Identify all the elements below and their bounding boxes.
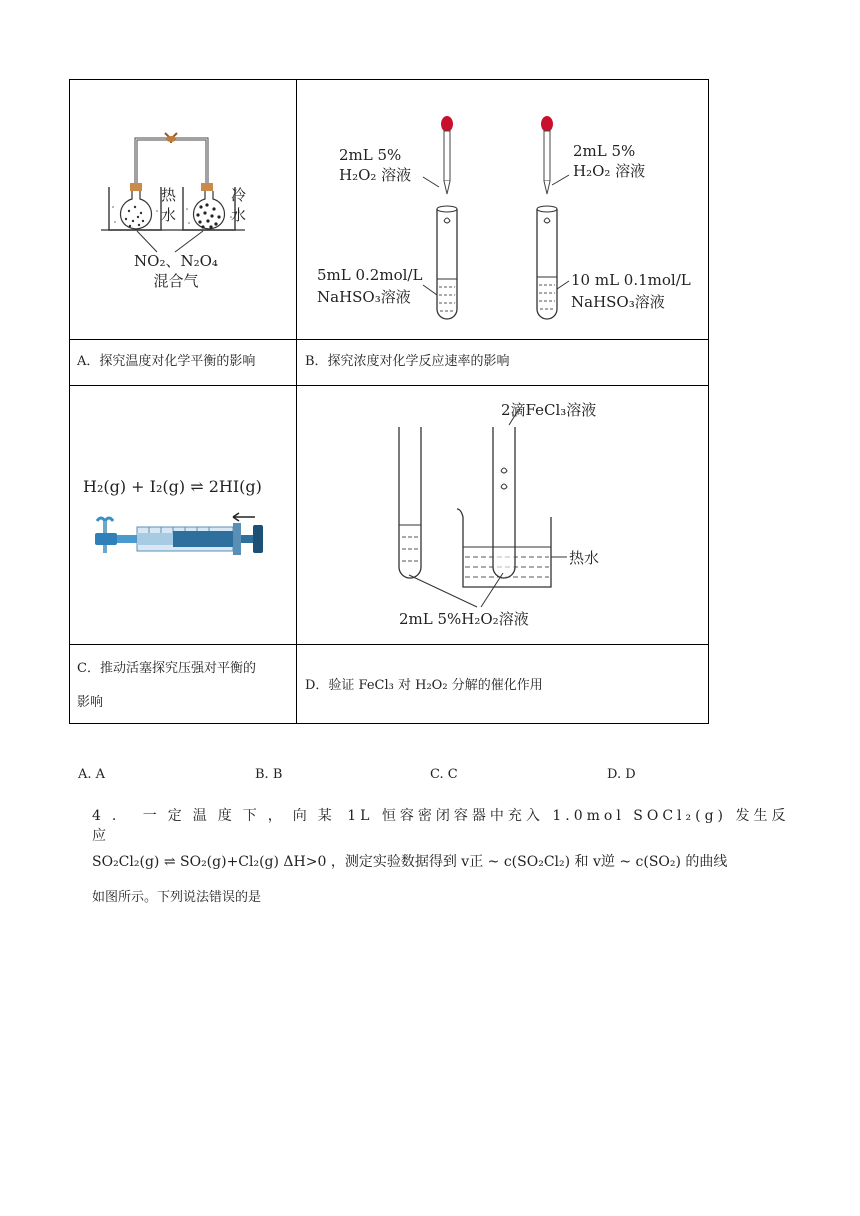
caption-a: A．探究温度对化学平衡的影响 xyxy=(77,354,256,369)
label-right-tube xyxy=(571,269,691,313)
label-gas-mixture xyxy=(121,251,231,291)
caption-c xyxy=(77,659,256,713)
experiment-table xyxy=(69,79,709,724)
question4-line1 xyxy=(92,806,792,846)
row-divider xyxy=(69,339,709,340)
label-left-dropper xyxy=(339,145,411,185)
label-hot-water-d: 热水 xyxy=(569,549,600,567)
label-cold-water: 冷水 xyxy=(231,186,247,224)
left-tube-amount: 5mL 0.2mol/L xyxy=(317,266,423,284)
right-dropper-solution: H₂O₂ 溶液 xyxy=(573,162,646,180)
caption-c-line1: C．推动活塞探究压强对平衡的 xyxy=(77,661,256,676)
equation-c: H₂(g) + I₂(g) ⇌ 2HI(g) xyxy=(83,477,262,496)
question4-line2: SO₂Cl₂(g) ⇌ SO₂(g)+Cl₂(g) ΔH>0 ，测定实验数据得到 v正 ~ c(SO₂Cl₂) 和 v逆 ~ c(SO₂) 的曲线 xyxy=(92,854,728,870)
option-d: D. D xyxy=(607,767,636,782)
option-c: C. C xyxy=(430,767,458,782)
right-dropper-amount: 2mL 5% xyxy=(573,142,636,160)
label-fecl3-drops: 2滴FeCl₃溶液 xyxy=(501,401,597,419)
figure-d-beaker xyxy=(369,397,669,627)
caption-c-line2: 影响 xyxy=(77,695,104,710)
option-a: A. A xyxy=(78,767,106,782)
row-divider xyxy=(69,385,709,386)
left-dropper-amount: 2mL 5% xyxy=(339,146,402,164)
gas-name: 混合气 xyxy=(153,272,199,290)
question4-intro: 4. 一定温度下，向某 xyxy=(92,808,343,824)
label-h2o2-solution: 2mL 5%H₂O₂溶液 xyxy=(399,610,529,628)
label-left-tube xyxy=(317,264,422,308)
label-right-dropper xyxy=(573,141,645,181)
label-hot-water: 热水 xyxy=(161,186,177,224)
row-divider xyxy=(69,644,709,645)
gas-formula: NO₂、N₂O₄ xyxy=(134,252,218,270)
option-b: B. B xyxy=(255,767,283,782)
left-dropper-solution: H₂O₂ 溶液 xyxy=(339,166,412,184)
question4-line3: 如图所示。下列说法错误的是 xyxy=(92,890,262,905)
left-tube-solution: NaHSO₃溶液 xyxy=(317,288,411,306)
caption-d: D．验证 FeCl₃ 对 H₂O₂ 分解的催化作用 xyxy=(305,678,543,693)
figure-c-syringe xyxy=(93,511,283,571)
right-tube-solution: NaHSO₃溶液 xyxy=(571,293,665,311)
caption-b: B．探究浓度对化学反应速率的影响 xyxy=(305,354,510,369)
right-tube-amount: 10 mL 0.1mol/L xyxy=(571,271,691,289)
question4-conditions: 1L 恒容密闭容器中充入 1.0mol SOCl₂(g) 发生反应 xyxy=(92,808,790,844)
